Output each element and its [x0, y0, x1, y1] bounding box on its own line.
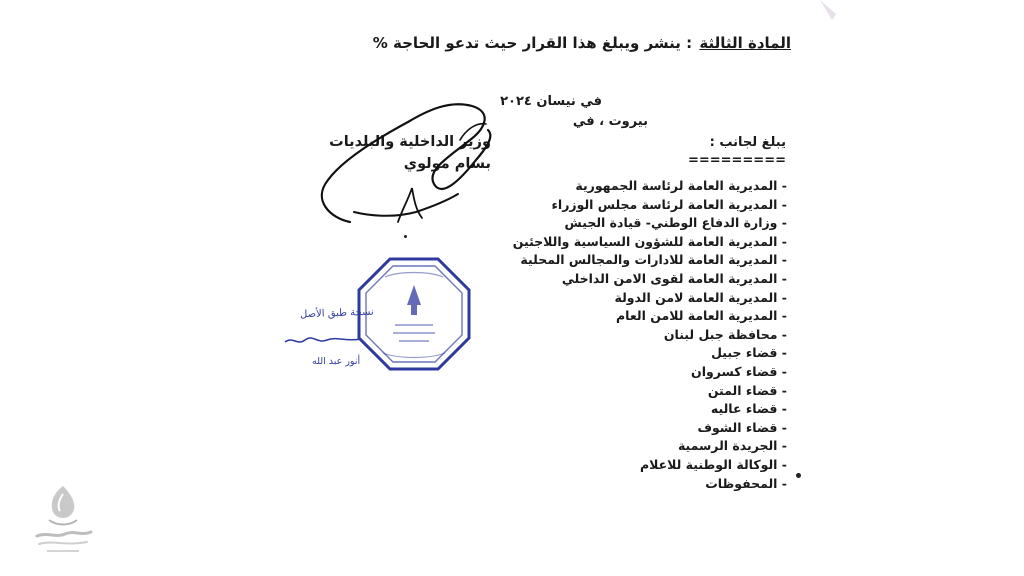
signature-icon [310, 100, 500, 230]
list-item: - المديرية العامة للامن العام [615, 308, 787, 324]
ink-dot [796, 473, 801, 478]
place-line: بيروت ، في [572, 114, 648, 129]
list-item: - المديرية العامة لامن الدولة [614, 289, 787, 305]
page-edge-mark [818, 0, 838, 22]
minister-title: وزير الداخلية والبلديات [329, 134, 491, 150]
list-item: - الجريدة الرسمية [677, 438, 787, 454]
list-item: - المديرية العامة لرئاسة الجمهورية [575, 178, 787, 193]
ink-dot [404, 235, 407, 238]
list-item: - وزارة الدفاع الوطني- قيادة الجيش [564, 215, 787, 231]
list-item: - قضاء المتن [707, 382, 787, 398]
list-item: - المديرية العامة للشؤون السياسية واللاجئين [512, 233, 787, 249]
list-item: - الوكالة الوطنية للاعلام [639, 456, 787, 472]
list-item: - قضاء الشوف [697, 419, 787, 435]
true-copy-note: نسخة طبق الأصل [299, 306, 374, 321]
list-item: - المديرية العامة لقوى الامن الداخلي [561, 270, 787, 286]
separator-line: ========= [687, 153, 786, 168]
article-line [373, 34, 791, 52]
clerk-signature-icon [283, 330, 363, 350]
article-title: المادة الثالثة [699, 34, 791, 52]
list-item: - محافظة جبل لبنان [663, 326, 787, 342]
list-item: - المحفوظات [705, 475, 787, 491]
list-item: - قضاء عاليه [710, 401, 787, 417]
list-item: - قضاء كسروان [691, 363, 787, 379]
clerk-name: أنور عبد الله [312, 356, 361, 367]
article-text: : ينشر ويبلغ هذا القرار حيث تدعو الحاجة % [372, 34, 693, 52]
date-line: في نيسان ٢٠٢٤ [500, 94, 602, 109]
minister-name: بسام مولوي [403, 156, 491, 172]
recipients-list [513, 177, 787, 493]
list-item: - المديرية العامة لرئاسة مجلس الوزراء [551, 196, 787, 212]
watermark-logo-icon [27, 480, 99, 558]
notify-heading: يبلغ لجانب : [709, 135, 786, 150]
list-item: - المديرية العامة للادارات والمجالس المحلية [520, 252, 787, 268]
list-item: - قضاء جبيل [711, 345, 787, 361]
